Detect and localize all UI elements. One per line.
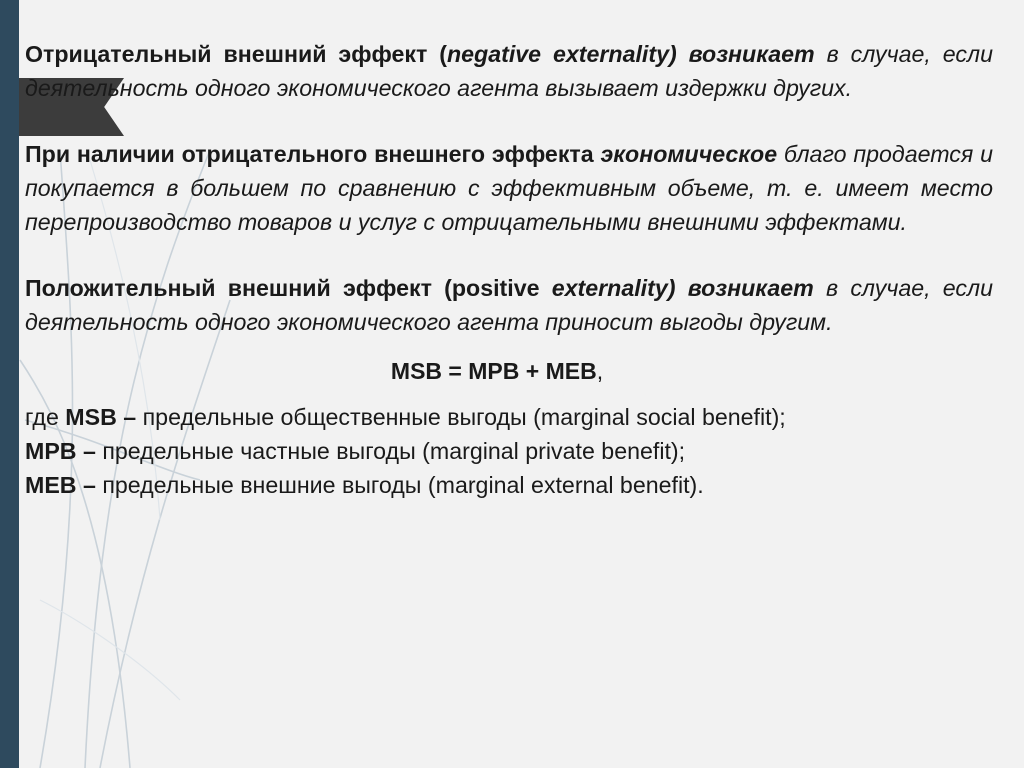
paragraph-overproduction xyxy=(25,137,993,239)
definition-term: MEB – xyxy=(25,472,96,498)
term-negative-externality: Отрицательный внешний эффект ( xyxy=(25,41,447,67)
definition-term: MPB – xyxy=(25,438,96,464)
definition-text: предельные общественные выгоды (marginal social benefit); xyxy=(136,404,786,430)
term-positive-externality-en: externality) возникает xyxy=(551,275,814,301)
definition-text: предельные внешние выгоды (marginal external benefit). xyxy=(95,472,704,498)
definition-text: предельные частные выгоды (marginal private benefit); xyxy=(95,438,686,464)
paragraph-negative-externality xyxy=(25,37,993,105)
definition-mpb xyxy=(25,434,993,468)
formula-comma: , xyxy=(596,358,604,384)
paragraph-positive-externality xyxy=(25,271,993,339)
slide-content xyxy=(25,37,993,502)
overproduction-text: благо продается и покупается в большем по сравнению с эффективным объеме, т. е. имеет место перепроизводство товаров и услуг с отрицательными внешними эффектами. xyxy=(25,141,993,235)
formula xyxy=(25,354,993,388)
definitions-list xyxy=(25,400,993,502)
overproduction-lead: При наличии отрицательного внешнего эффекта xyxy=(25,141,601,167)
definition-term: MSB – xyxy=(65,404,137,430)
definition-positive-externality: в случае, если деятельность одного экономического агента приносит выгоды другим. xyxy=(25,275,993,335)
term-negative-externality-en: negative externality) возникает xyxy=(446,41,815,67)
overproduction-keyword: экономическое xyxy=(600,141,778,167)
decorative-curve xyxy=(40,600,180,700)
decorative-tab-edge xyxy=(0,78,19,136)
definition-prefix: где xyxy=(25,404,66,430)
formula-expression: MSB = MPB + MEB xyxy=(390,358,597,384)
definition-meb xyxy=(25,468,993,502)
definition-msb xyxy=(25,400,993,434)
term-positive-externality: Положительный внешний эффект (positive xyxy=(25,275,552,301)
definition-negative-externality: в случае, если деятельность одного экономического агента вызывает издержки других. xyxy=(25,41,993,101)
